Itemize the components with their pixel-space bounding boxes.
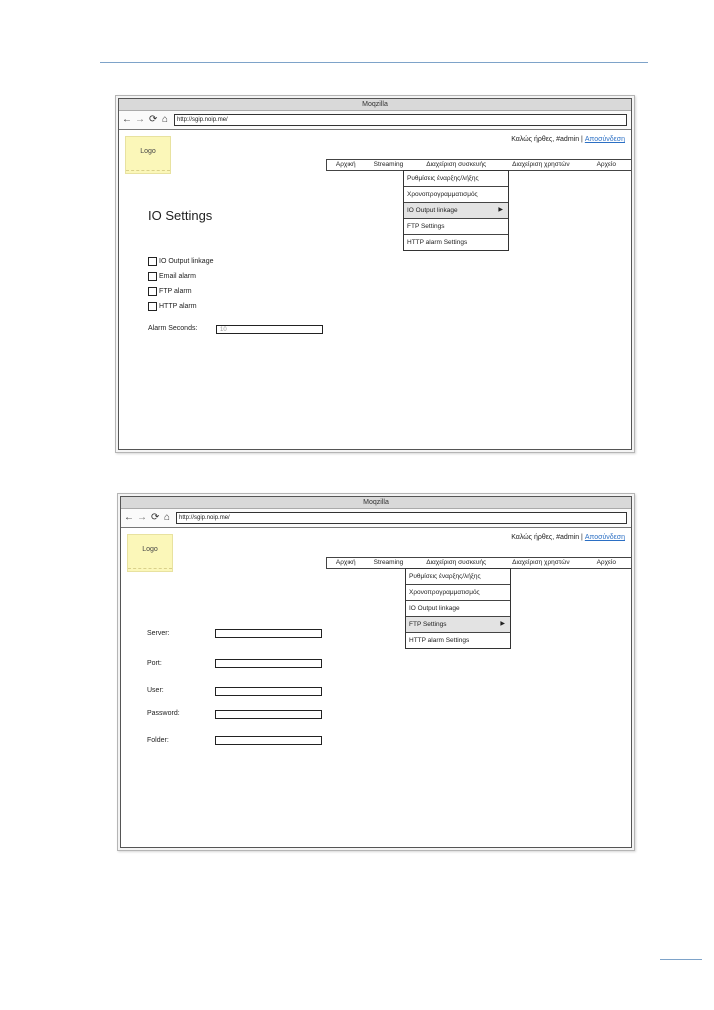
refresh-icon[interactable]: ⟳: [149, 114, 158, 125]
password-label: Password:: [147, 710, 180, 717]
page-content: [119, 130, 631, 449]
browser-window-io: [115, 95, 635, 453]
bottom-rule: [660, 959, 702, 960]
logo: Logo: [125, 136, 171, 174]
menu-item-streaming[interactable]: Streaming: [373, 559, 404, 566]
user-label: User:: [147, 687, 164, 694]
url-input[interactable]: http://sgip.noip.me/: [176, 512, 627, 524]
logout-link[interactable]: Αποσύνδεση: [584, 534, 625, 541]
device-dropdown: [403, 170, 509, 251]
submenu-arrow-icon: ▶: [498, 207, 503, 213]
menu-item-archive[interactable]: Αρχείο: [596, 559, 616, 566]
dropdown-item-label: IO Output linkage: [407, 207, 458, 214]
arrow-right-icon[interactable]: →: [135, 114, 145, 125]
browser-window-ftp: [117, 493, 635, 851]
menu-item-device[interactable]: Διαχείριση συσκευής: [426, 161, 487, 168]
checkbox-email[interactable]: [148, 272, 196, 281]
dropdown-item-schedule[interactable]: Χρονοπρογραμματισμός: [404, 187, 508, 203]
home-icon[interactable]: ⌂: [164, 512, 171, 523]
dropdown-item-ftp[interactable]: FTP Settings: [404, 219, 508, 235]
checkbox-ftp[interactable]: [148, 287, 192, 296]
dropdown-item-start-stop[interactable]: Ρυθμίσεις έναρξης/λήξης: [406, 569, 510, 585]
password-input[interactable]: [215, 710, 322, 719]
menu-item-device[interactable]: Διαχείριση συσκευής: [426, 559, 487, 566]
submenu-arrow-icon: ▶: [500, 621, 505, 627]
checkbox-label: HTTP alarm: [159, 303, 197, 310]
window-title: Moqzilla: [119, 99, 631, 111]
dropdown-item-label: FTP Settings: [409, 621, 447, 628]
checkbox-box[interactable]: [148, 272, 157, 281]
arrow-right-icon[interactable]: →: [137, 512, 147, 523]
server-input[interactable]: [215, 629, 322, 638]
checkbox-box[interactable]: [148, 257, 157, 266]
menu-item-users[interactable]: Διαχείριση χρηστών: [512, 559, 570, 566]
url-input[interactable]: http://sgip.noip.me/: [174, 114, 627, 126]
dropdown-item-ftp[interactable]: [406, 617, 510, 633]
arrow-left-icon[interactable]: ←: [122, 114, 132, 125]
menu-item-archive[interactable]: Αρχείο: [596, 161, 616, 168]
browser-toolbar: [121, 509, 631, 528]
menu-item-users[interactable]: Διαχείριση χρηστών: [512, 161, 570, 168]
checkbox-label: IO Output linkage: [159, 258, 214, 265]
user-input[interactable]: [215, 687, 322, 696]
dropdown-item-http[interactable]: HTTP alarm Settings: [409, 637, 470, 644]
checkbox-box[interactable]: [148, 302, 157, 311]
port-label: Port:: [147, 660, 162, 667]
checkbox-label: FTP alarm: [159, 288, 192, 295]
dropdown-item-schedule[interactable]: Χρονοπρογραμματισμός: [406, 585, 510, 601]
page-title: IO Settings: [148, 208, 213, 223]
checkbox-label: Email alarm: [159, 273, 196, 280]
alarm-seconds-input[interactable]: 10: [216, 325, 323, 334]
device-dropdown: [405, 568, 511, 649]
menu-item-streaming[interactable]: Streaming: [373, 161, 404, 168]
menu-item-home[interactable]: Αρχική: [335, 559, 356, 566]
logo: Logo: [127, 534, 173, 572]
dropdown-item-start-stop[interactable]: Ρυθμίσεις έναρξης/λήξης: [404, 171, 508, 187]
refresh-icon[interactable]: ⟳: [151, 512, 160, 523]
logout-link[interactable]: Αποσύνδεση: [584, 136, 625, 143]
menu-item-home[interactable]: Αρχική: [335, 161, 356, 168]
arrow-left-icon[interactable]: ←: [124, 512, 134, 523]
server-label: Server:: [147, 630, 170, 637]
welcome-label: Καλώς ήρθες, #admin |: [511, 136, 583, 143]
dropdown-item-io-output[interactable]: [404, 203, 508, 219]
alarm-seconds-label: Alarm Seconds:: [148, 325, 198, 332]
page-content: [121, 528, 631, 847]
browser-toolbar: [119, 111, 631, 130]
checkbox-http[interactable]: [148, 302, 197, 311]
home-icon[interactable]: ⌂: [162, 114, 169, 125]
welcome-text: [511, 534, 625, 541]
window-title: Moqzilla: [121, 497, 631, 509]
dropdown-item-io-output[interactable]: IO Output linkage: [406, 601, 510, 617]
folder-label: Folder:: [147, 737, 169, 744]
welcome-text: [511, 136, 625, 143]
port-input[interactable]: [215, 659, 322, 668]
checkbox-io-output[interactable]: [148, 257, 213, 266]
top-rule: [100, 62, 648, 63]
checkbox-box[interactable]: [148, 287, 157, 296]
welcome-label: Καλώς ήρθες, #admin |: [511, 534, 583, 541]
folder-input[interactable]: [215, 736, 322, 745]
dropdown-item-http[interactable]: HTTP alarm Settings: [407, 239, 468, 246]
